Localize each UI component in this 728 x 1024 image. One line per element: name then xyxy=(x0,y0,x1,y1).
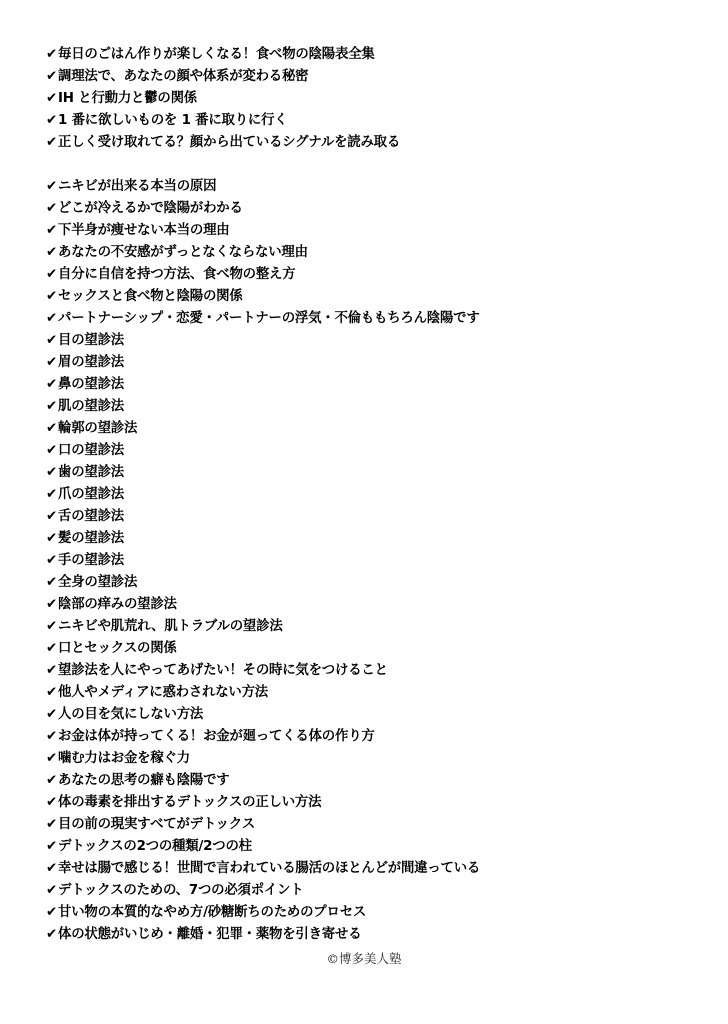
check-icon: ✔ xyxy=(46,245,58,260)
list-item xyxy=(46,594,480,616)
list-item xyxy=(46,66,480,88)
check-icon: ✔ xyxy=(46,465,58,480)
list-item xyxy=(46,836,480,858)
copyright-notice: ©博多美人塾 xyxy=(326,951,402,966)
list-item xyxy=(46,704,480,726)
check-icon: ✔ xyxy=(46,333,58,348)
list-item-text: 幸せは腸で感じる！世間で言われている腸活のほとんどが間違っている xyxy=(58,861,481,876)
list-item xyxy=(46,880,480,902)
list-item xyxy=(46,44,480,66)
list-item-text: 口の望診法 xyxy=(58,443,124,458)
list-item xyxy=(46,792,480,814)
check-icon: ✔ xyxy=(46,707,58,722)
list-item-text: どこが冷えるかで陰陽がわかる xyxy=(58,201,243,216)
list-item-text: デトックスのための、7つの必須ポイント xyxy=(58,883,304,898)
check-icon: ✔ xyxy=(46,575,58,590)
check-icon: ✔ xyxy=(46,795,58,810)
list-item xyxy=(46,396,480,418)
list-item-text: 体の毒素を排出するデトックスの正しい方法 xyxy=(58,795,322,810)
check-icon: ✔ xyxy=(46,685,58,700)
check-icon: ✔ xyxy=(46,531,58,546)
check-icon: ✔ xyxy=(46,421,58,436)
list-item xyxy=(46,924,480,946)
list-item xyxy=(46,572,480,594)
check-icon: ✔ xyxy=(46,47,58,62)
check-icon: ✔ xyxy=(46,927,58,942)
check-icon: ✔ xyxy=(46,883,58,898)
list-item-text: 鼻の望診法 xyxy=(58,377,124,392)
check-icon: ✔ xyxy=(46,443,58,458)
list-item xyxy=(46,440,480,462)
list-item-text: 口とセックスの関係 xyxy=(58,641,177,656)
check-icon: ✔ xyxy=(46,641,58,656)
list-item xyxy=(46,110,480,132)
list-item xyxy=(46,858,480,880)
list-item xyxy=(46,550,480,572)
check-icon: ✔ xyxy=(46,905,58,920)
list-item-text: 体の状態がいじめ・離婚・犯罪・薬物を引き寄せる xyxy=(58,927,362,942)
list-item-text: 髪の望診法 xyxy=(58,531,124,546)
check-icon: ✔ xyxy=(46,399,58,414)
list-item-text: 目の前の現実すべてがデトックス xyxy=(58,817,256,832)
list-item xyxy=(46,264,480,286)
check-icon: ✔ xyxy=(46,91,58,106)
list-item xyxy=(46,198,480,220)
list-item-text: セックスと食べ物と陰陽の関係 xyxy=(58,289,243,304)
list-item xyxy=(46,308,480,330)
list-item-text: 他人やメディアに惑わされない方法 xyxy=(58,685,268,700)
check-icon: ✔ xyxy=(46,201,58,216)
check-icon: ✔ xyxy=(46,355,58,370)
check-icon: ✔ xyxy=(46,311,58,326)
list-item-text: 噛む力はお金を稼ぐ力 xyxy=(58,751,190,766)
list-item xyxy=(46,660,480,682)
section-spacer xyxy=(46,154,480,176)
list-item-text: 輪郭の望診法 xyxy=(58,421,138,436)
list-item-text: 目の望診法 xyxy=(58,333,124,348)
list-item-text: 眉の望診法 xyxy=(58,355,124,370)
check-icon: ✔ xyxy=(46,729,58,744)
list-item-text: 人の目を気にしない方法 xyxy=(58,707,204,722)
list-item xyxy=(46,616,480,638)
check-icon: ✔ xyxy=(46,773,58,788)
check-icon: ✔ xyxy=(46,113,58,128)
list-item-text: 肌の望診法 xyxy=(58,399,124,414)
list-item-text: 歯の望診法 xyxy=(58,465,124,480)
list-item-text: IH と行動力と鬱の関係 xyxy=(58,91,197,106)
list-item xyxy=(46,770,480,792)
list-item-text: パートナーシップ・恋愛・パートナーの浮気・不倫ももちろん陰陽です xyxy=(58,311,480,326)
list-item xyxy=(46,748,480,770)
list-item-text: デトックスの2つの種類/2つの柱 xyxy=(58,839,252,854)
list-item-text: 望診法を人にやってあげたい！その時に気をつけること xyxy=(58,663,388,678)
list-item-text: 全身の望診法 xyxy=(58,575,138,590)
topic-list xyxy=(46,44,480,946)
list-item-text: 自分に自信を持つ方法、食べ物の整え方 xyxy=(58,267,296,282)
list-item-text: お金は体が持ってくる！お金が廻ってくる体の作り方 xyxy=(58,729,375,744)
list-item-text: 爪の望診法 xyxy=(58,487,124,502)
list-item xyxy=(46,726,480,748)
check-icon: ✔ xyxy=(46,377,58,392)
list-item-text: ニキビが出来る本当の原因 xyxy=(58,179,217,194)
list-item xyxy=(46,242,480,264)
list-item-text: 下半身が痩せない本当の理由 xyxy=(58,223,230,238)
check-icon: ✔ xyxy=(46,751,58,766)
check-icon: ✔ xyxy=(46,223,58,238)
check-icon: ✔ xyxy=(46,619,58,634)
check-icon: ✔ xyxy=(46,839,58,854)
list-item-text: 舌の望診法 xyxy=(58,509,124,524)
check-icon: ✔ xyxy=(46,267,58,282)
list-item-text: 手の望診法 xyxy=(58,553,124,568)
list-item-text: 正しく受け取れてる？顔から出ているシグナルを読み取る xyxy=(58,135,401,150)
check-icon: ✔ xyxy=(46,135,58,150)
list-item-text: 1 番に欲しいものを 1 番に取りに行く xyxy=(58,113,288,128)
list-item xyxy=(46,506,480,528)
list-item-text: 毎日のごはん作りが楽しくなる！食べ物の陰陽表全集 xyxy=(58,47,375,62)
check-icon: ✔ xyxy=(46,179,58,194)
check-icon: ✔ xyxy=(46,289,58,304)
check-icon: ✔ xyxy=(46,69,58,84)
list-item-text: 陰部の痒みの望診法 xyxy=(58,597,177,612)
check-icon: ✔ xyxy=(46,663,58,678)
list-item xyxy=(46,132,480,154)
list-item xyxy=(46,286,480,308)
list-item-text: あなたの思考の癖も陰陽です xyxy=(58,773,230,788)
list-item xyxy=(46,88,480,110)
check-icon: ✔ xyxy=(46,553,58,568)
list-item xyxy=(46,418,480,440)
list-item xyxy=(46,528,480,550)
list-item xyxy=(46,176,480,198)
list-item-text: ニキビや肌荒れ、肌トラブルの望診法 xyxy=(58,619,283,634)
list-item xyxy=(46,220,480,242)
list-item xyxy=(46,462,480,484)
list-item xyxy=(46,638,480,660)
list-item xyxy=(46,374,480,396)
check-icon: ✔ xyxy=(46,597,58,612)
list-item xyxy=(46,352,480,374)
list-item-text: 甘い物の本質的なやめ方/砂糖断ちのためのプロセス xyxy=(58,905,367,920)
list-item xyxy=(46,330,480,352)
check-icon: ✔ xyxy=(46,509,58,524)
list-item xyxy=(46,814,480,836)
check-icon: ✔ xyxy=(46,487,58,502)
list-item xyxy=(46,484,480,506)
check-icon: ✔ xyxy=(46,817,58,832)
list-item-text: あなたの不安感がずっとなくならない理由 xyxy=(58,245,308,260)
check-icon: ✔ xyxy=(46,861,58,876)
list-item-text: 調理法で、あなたの顔や体系が変わる秘密 xyxy=(58,69,309,84)
list-item xyxy=(46,682,480,704)
list-item xyxy=(46,902,480,924)
